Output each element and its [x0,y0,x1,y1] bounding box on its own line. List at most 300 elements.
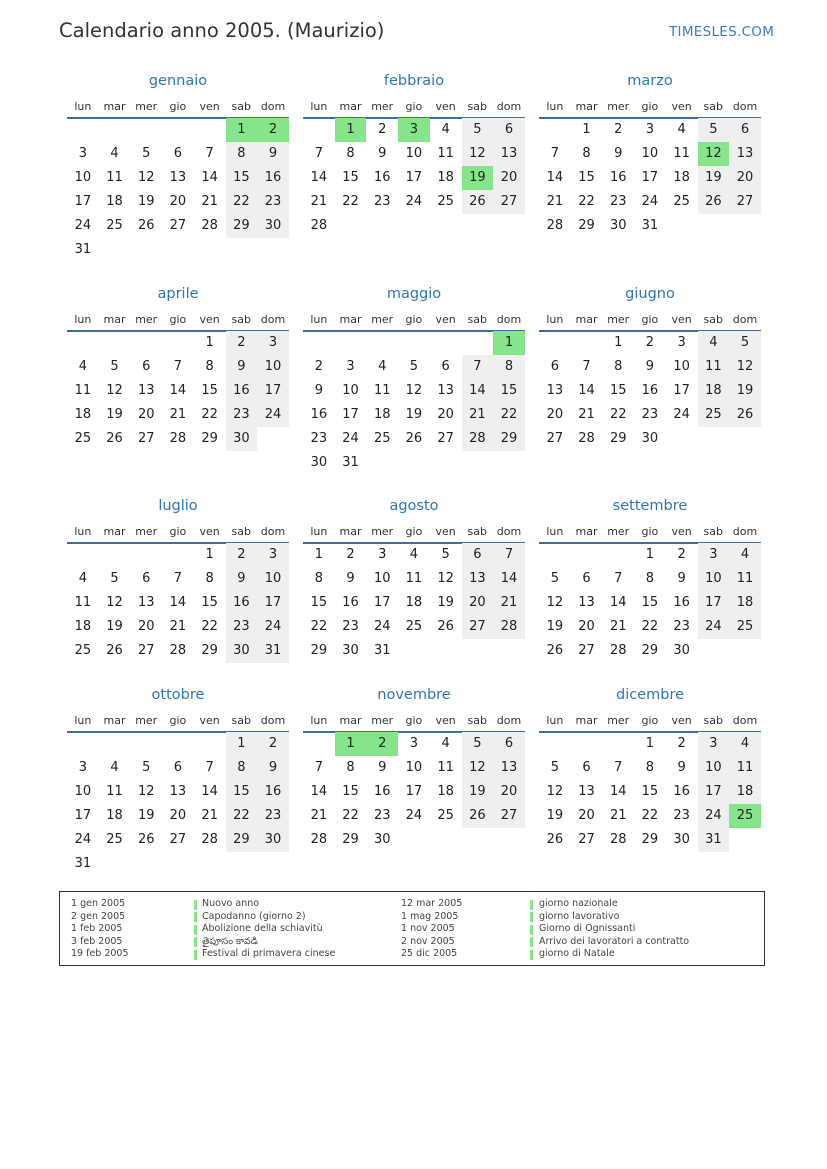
day-cell: 5 [110,571,119,586]
day-cell: 21 [169,619,187,634]
day-cell: 30 [673,643,690,658]
day-cell: 26 [546,832,564,847]
weekday-label: dom [496,313,522,326]
day-cell: 25 [729,615,761,639]
day-cell: 2 [614,122,623,137]
day-cell: 8 [346,146,355,161]
weekday-label: ven [199,714,220,727]
day-cell: 10 [405,146,423,161]
day-cell: 29 [609,431,627,446]
weekday-label: gio [405,714,423,727]
day-cell: 5 [441,547,450,562]
day-cell: 3 [698,543,730,567]
month-name: settembre [612,498,688,514]
day-cell: 27 [578,832,595,847]
day-cell: 27 [546,431,564,446]
day-cell: 2 [378,122,387,137]
holiday-day-cell: 1 [335,118,367,142]
day-cell: 1 [645,547,655,562]
day-cell: 12 [405,383,423,398]
holiday-day-cell: 1 [226,118,258,142]
day-cell: 11 [74,595,92,610]
weekday-label: mar [339,313,362,326]
day-cell: 20 [546,407,564,422]
month-name: marzo [627,73,673,89]
weekday-label: lun [546,714,564,727]
weekday-label: lun [310,100,328,113]
day-cell: 15 [226,166,258,190]
weekday-label: gio [169,100,187,113]
day-cell: 26 [137,218,155,233]
weekday-header [67,313,289,326]
weekday-header [67,714,289,727]
day-cell: 11 [698,355,730,379]
day-cell: 28 [201,218,218,233]
day-cell: 25 [437,194,454,209]
day-cell: 2 [645,335,655,350]
header-divider [303,330,525,332]
weekday-label: lun [310,313,328,326]
day-cell: 2 [346,547,355,562]
legend-marker [194,937,197,947]
day-cell: 19 [137,194,155,209]
day-cell: 20 [169,808,187,823]
day-cell: 3 [257,543,289,567]
legend-marker [530,950,533,960]
day-cell: 28 [169,431,187,446]
day-cell: 22 [310,619,328,634]
day-cell: 25 [698,403,730,427]
day-cell: 24 [257,615,289,639]
day-cell: 8 [314,571,323,586]
weekday-header [539,313,761,326]
legend-date: 1 gen 2005 [71,898,126,909]
day-cell: 10 [698,567,730,591]
day-cell: 13 [493,756,525,780]
day-cell: 23 [673,808,690,823]
day-cell: 27 [729,190,761,214]
day-cell: 30 [342,643,359,658]
holiday-day-cell: 19 [462,166,494,190]
day-cell: 6 [493,118,525,142]
weekday-label: lun [74,714,92,727]
day-cell: 20 [578,619,595,634]
day-cell: 4 [409,547,419,562]
day-cell: 26 [106,643,123,658]
day-cell: 22 [226,804,258,828]
weekday-label: gio [641,525,659,538]
day-cell: 1 [614,335,623,350]
day-cell: 14 [201,784,218,799]
day-cell: 20 [437,407,454,422]
day-cell: 6 [173,760,183,775]
day-cell: 26 [546,643,564,658]
day-cell: 2 [226,331,258,355]
holiday-day-cell: 25 [729,804,761,828]
day-cell: 8 [226,142,258,166]
day-cell: 13 [169,170,187,185]
day-cell: 11 [405,571,423,586]
weekday-label: sab [703,100,724,113]
day-cell: 2 [677,547,686,562]
day-cell: 24 [673,407,690,422]
day-cell: 27 [493,804,525,828]
day-cell: 16 [373,170,391,185]
weekday-label: mar [575,714,598,727]
day-cell: 14 [546,170,564,185]
day-cell: 3 [78,146,87,161]
weekday-header [539,100,761,113]
day-cell: 31 [641,218,659,233]
day-cell: 27 [437,431,454,446]
day-cell: 24 [641,194,659,209]
day-cell: 25 [437,808,454,823]
day-cell: 14 [578,383,595,398]
weekday-label: mer [607,525,630,538]
weekday-label: ven [435,525,456,538]
day-cell: 19 [698,166,730,190]
day-cell: 20 [137,407,155,422]
holiday-day-cell: 1 [335,732,367,756]
day-cell: 23 [226,403,258,427]
weekday-label: mer [371,100,394,113]
weekday-label: gio [169,525,187,538]
legend-date: 1 feb 2005 [71,923,123,934]
legend-date: 1 mag 2005 [401,910,459,922]
day-cell: 1 [645,736,655,751]
day-cell: 9 [346,571,355,586]
day-cell: 29 [493,427,525,451]
day-cell: 28 [609,643,627,658]
day-cell: 28 [201,832,218,847]
weekday-header [303,525,525,538]
weekday-label: lun [546,313,564,326]
brand-link[interactable]: TIMESLES.COM [669,24,775,40]
day-cell: 25 [74,431,92,446]
day-cell: 15 [578,170,595,185]
legend-holiday-name: Giorno di Ognissanti [539,923,636,934]
weekday-label: mer [135,525,158,538]
page-title: Calendario anno 2005. (Maurizio) [59,19,385,42]
day-cell: 25 [106,218,123,233]
day-cell: 4 [378,359,387,374]
day-cell: 31 [342,455,359,470]
weekday-label: sab [231,525,252,538]
day-cell: 15 [201,383,218,398]
day-cell: 10 [74,170,92,185]
day-cell: 24 [342,431,359,446]
day-cell: 23 [342,619,359,634]
day-cell: 8 [205,571,214,586]
weekday-label: ven [671,714,692,727]
holiday-day-cell: 12 [698,142,730,166]
day-cell: 28 [546,218,564,233]
day-cell: 6 [142,359,151,374]
weekday-label: mar [339,525,362,538]
weekday-label: sab [703,714,724,727]
day-cell: 11 [437,760,454,775]
legend-holiday-name: giorno nazionale [539,898,618,909]
day-cell: 7 [173,571,183,586]
day-cell: 15 [641,784,659,799]
day-cell: 14 [169,383,187,398]
weekday-label: dom [260,525,286,538]
day-cell: 18 [74,407,92,422]
day-cell: 27 [137,431,155,446]
weekday-label: lun [74,100,92,113]
weekday-label: sab [467,714,488,727]
day-cell: 20 [462,591,494,615]
day-cell: 9 [226,567,258,591]
day-cell: 7 [205,760,214,775]
legend-date: 12 mar 2005 [401,898,463,909]
weekday-label: dom [260,714,286,727]
day-cell: 21 [609,619,627,634]
day-cell: 16 [226,379,258,403]
day-cell: 18 [74,619,92,634]
weekday-header [303,714,525,727]
day-cell: 11 [729,567,761,591]
day-cell: 9 [378,760,387,775]
day-cell: 4 [729,732,761,756]
day-cell: 17 [74,194,92,209]
day-cell: 15 [201,595,218,610]
day-cell: 6 [582,571,591,586]
day-cell: 18 [729,591,761,615]
weekday-label: lun [546,525,564,538]
weekday-label: mer [371,714,394,727]
day-cell: 23 [310,431,328,446]
day-cell: 22 [493,403,525,427]
day-cell: 13 [437,383,454,398]
month-name: luglio [158,498,198,514]
weekday-label: mer [371,525,394,538]
weekday-label: mer [135,714,158,727]
day-cell: 23 [257,804,289,828]
day-cell: 10 [74,784,92,799]
day-cell: 16 [641,383,659,398]
day-cell: 4 [110,146,119,161]
weekday-label: mar [103,100,126,113]
day-cell: 1 [226,732,258,756]
day-cell: 9 [645,359,655,374]
day-cell: 11 [106,170,123,185]
day-cell: 4 [441,122,450,137]
day-cell: 14 [169,595,187,610]
day-cell: 23 [226,615,258,639]
weekday-label: mer [607,100,630,113]
day-cell: 17 [257,379,289,403]
day-cell: 10 [673,359,690,374]
day-cell: 17 [698,780,730,804]
day-cell: 16 [609,170,627,185]
day-cell: 6 [173,146,183,161]
day-cell: 13 [729,142,761,166]
weekday-label: gio [169,714,187,727]
weekday-label: dom [732,525,758,538]
weekday-header [539,714,761,727]
day-cell: 19 [106,619,123,634]
day-cell: 24 [74,832,92,847]
weekday-label: dom [260,100,286,113]
day-cell: 18 [437,784,454,799]
day-cell: 11 [729,756,761,780]
day-cell: 22 [342,194,359,209]
weekday-label: mar [103,525,126,538]
day-cell: 27 [578,643,595,658]
day-cell: 18 [106,194,123,209]
month-name: ottobre [151,687,205,703]
day-cell: 9 [378,146,387,161]
day-cell: 9 [226,355,258,379]
day-cell: 17 [405,784,423,799]
day-cell: 30 [257,214,289,238]
legend-holiday-name: Abolizione della schiavitù [202,923,323,934]
weekday-label: mar [575,525,598,538]
month-name: dicembre [615,687,685,703]
weekday-label: sab [231,714,252,727]
day-cell: 16 [373,784,391,799]
day-cell: 26 [462,190,494,214]
day-cell: 11 [437,146,454,161]
day-cell: 21 [493,591,525,615]
day-cell: 20 [578,808,595,823]
legend-holiday-name: Festival di primavera cinese [202,948,336,959]
day-cell: 13 [462,567,494,591]
day-cell: 31 [74,242,92,257]
month-name: novembre [377,687,451,703]
weekday-header [67,525,289,538]
day-cell: 13 [546,383,564,398]
weekday-label: gio [641,100,659,113]
day-cell: 7 [614,571,623,586]
day-cell: 29 [226,828,258,852]
day-cell: 12 [137,170,155,185]
day-cell: 30 [673,832,690,847]
day-cell: 21 [201,808,218,823]
day-cell: 8 [645,571,655,586]
day-cell: 18 [106,808,123,823]
day-cell: 19 [137,808,155,823]
day-cell: 15 [609,383,627,398]
day-cell: 8 [226,756,258,780]
weekday-label: ven [199,313,220,326]
day-cell: 12 [729,355,761,379]
day-cell: 18 [437,170,454,185]
weekday-label: mar [339,100,362,113]
day-cell: 24 [74,218,92,233]
day-cell: 5 [110,359,119,374]
weekday-label: mer [607,313,630,326]
day-cell: 6 [729,118,761,142]
day-cell: 16 [310,407,328,422]
day-cell: 15 [226,780,258,804]
day-cell: 25 [106,832,123,847]
day-cell: 1 [582,122,591,137]
day-cell: 13 [578,595,595,610]
weekday-label: ven [671,525,692,538]
day-cell: 10 [641,146,659,161]
day-cell: 18 [698,379,730,403]
weekday-label: mar [339,714,362,727]
day-cell: 21 [169,407,187,422]
legend-marker [530,925,533,935]
day-cell: 27 [169,218,187,233]
day-cell: 31 [74,856,92,871]
day-cell: 28 [578,431,595,446]
day-cell: 2 [257,732,289,756]
day-cell: 4 [78,359,87,374]
day-cell: 13 [578,784,595,799]
day-cell: 5 [462,732,494,756]
day-cell: 8 [346,760,355,775]
day-cell: 23 [257,190,289,214]
day-cell: 30 [257,828,289,852]
day-cell: 1 [205,547,214,562]
weekday-label: lun [74,313,92,326]
day-cell: 12 [137,784,155,799]
day-cell: 15 [641,595,659,610]
day-cell: 11 [106,784,123,799]
day-cell: 24 [405,194,423,209]
day-cell: 6 [582,760,591,775]
day-cell: 30 [641,431,659,446]
day-cell: 10 [698,756,730,780]
day-cell: 22 [342,808,359,823]
day-cell: 5 [142,760,151,775]
day-cell: 29 [641,643,659,658]
day-cell: 18 [729,780,761,804]
weekday-label: gio [641,714,659,727]
day-cell: 10 [342,383,359,398]
day-cell: 8 [205,359,214,374]
day-cell: 7 [314,146,323,161]
day-cell: 21 [310,808,328,823]
weekday-label: mar [103,313,126,326]
day-cell: 7 [173,359,183,374]
weekday-label: mar [103,714,126,727]
legend-date: 25 dic 2005 [401,948,458,959]
month-name: maggio [386,286,442,302]
day-cell: 12 [462,756,494,780]
day-cell: 17 [373,595,391,610]
month-name: febbraio [383,73,445,89]
weekday-label: sab [231,100,252,113]
weekday-label: ven [199,100,220,113]
weekday-label: lun [310,525,328,538]
weekday-label: lun [310,714,328,727]
day-cell: 12 [546,595,564,610]
day-cell: 7 [205,146,214,161]
weekday-header [303,100,525,113]
weekday-label: gio [405,525,423,538]
day-cell: 21 [546,194,564,209]
day-cell: 30 [226,639,258,663]
day-cell: 4 [110,760,119,775]
day-cell: 22 [226,190,258,214]
day-cell: 23 [673,619,690,634]
weekday-label: mer [135,100,158,113]
weekday-label: mer [607,714,630,727]
legend-holiday-name: తైపూసం కావడి [202,935,258,947]
day-cell: 16 [673,595,690,610]
legend-date: 19 feb 2005 [71,948,129,959]
day-cell: 4 [78,571,87,586]
legend-marker [194,912,197,922]
day-cell: 26 [462,804,494,828]
weekday-label: sab [467,525,488,538]
day-cell: 17 [641,170,659,185]
